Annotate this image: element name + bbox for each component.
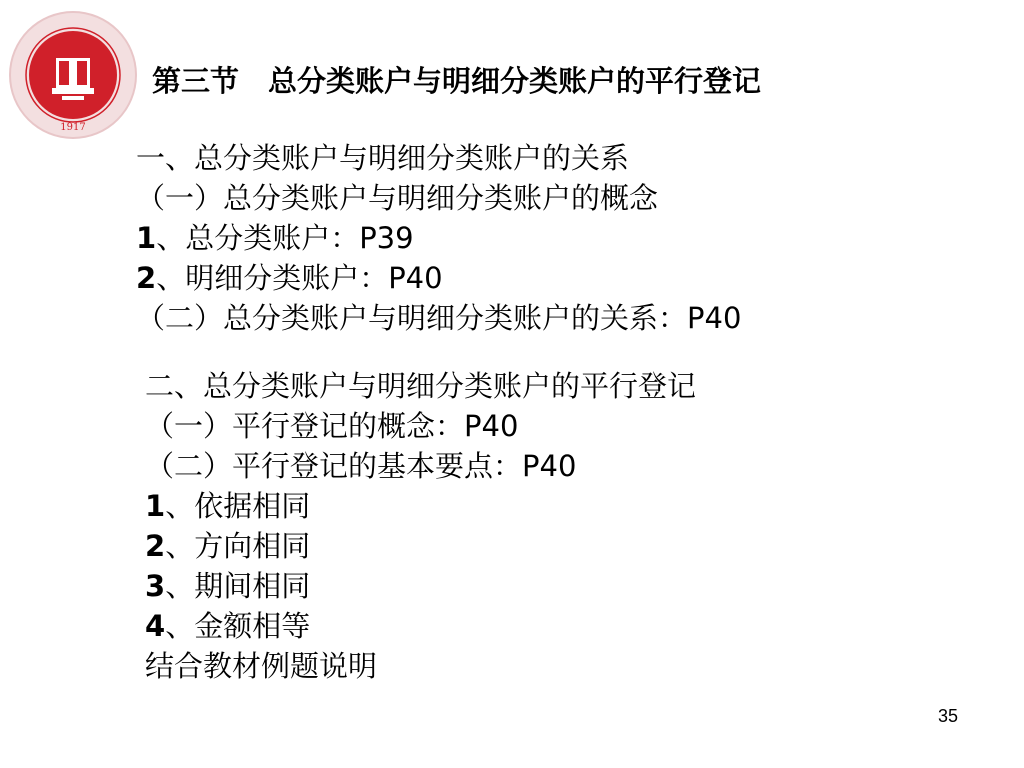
outline-item xyxy=(136,298,741,338)
outline-item-text: （二）平行登记的基本要点：P40 xyxy=(145,449,577,483)
outline-item xyxy=(136,178,741,218)
outline-item-text: 、方向相同 xyxy=(165,529,311,563)
outline-item xyxy=(145,566,696,606)
outline-item-text: 、明细分类账户：P40 xyxy=(156,261,443,295)
outline-item-number: 4 xyxy=(145,609,166,643)
outline-item-number: 1 xyxy=(145,489,166,523)
outline-item xyxy=(145,486,696,526)
outline-item xyxy=(145,366,696,406)
outline-item-text: 、依据相同 xyxy=(165,489,311,523)
outline-item-text: 结合教材例题说明 xyxy=(145,649,378,683)
page-number: 35 xyxy=(938,706,959,726)
section-parallel-posting xyxy=(145,366,696,686)
outline-item-text: 、总分类账户：P39 xyxy=(156,221,414,255)
outline-item-text: 、期间相同 xyxy=(165,569,311,603)
outline-item-text: （二）总分类账户与明细分类账户的关系：P40 xyxy=(136,301,742,335)
outline-item-text: 二、总分类账户与明细分类账户的平行登记 xyxy=(145,369,697,403)
outline-item xyxy=(145,406,696,446)
slide-title: 第三节 总分类账户与明细分类账户的平行登记 xyxy=(152,64,762,98)
outline-item-number: 1 xyxy=(136,221,157,255)
section-relationship xyxy=(136,138,741,338)
outline-item-text: （一）总分类账户与明细分类账户的概念 xyxy=(136,181,659,215)
outline-item xyxy=(136,138,741,178)
university-seal-logo xyxy=(6,8,140,142)
outline-item xyxy=(145,446,696,486)
university-seal-icon xyxy=(6,8,140,142)
outline-item xyxy=(136,258,741,298)
outline-item-text: 、金额相等 xyxy=(165,609,311,643)
outline-item-text: （一）平行登记的概念：P40 xyxy=(145,409,519,443)
outline-item-number: 3 xyxy=(145,569,166,603)
outline-item xyxy=(145,606,696,646)
outline-item-number: 2 xyxy=(136,261,157,295)
outline-item-text: 一、总分类账户与明细分类账户的关系 xyxy=(136,141,630,175)
outline-item-number: 2 xyxy=(145,529,166,563)
outline-item xyxy=(145,526,696,566)
seal-year: 1917 xyxy=(60,122,86,133)
outline-item xyxy=(145,646,696,686)
outline-item xyxy=(136,218,741,258)
